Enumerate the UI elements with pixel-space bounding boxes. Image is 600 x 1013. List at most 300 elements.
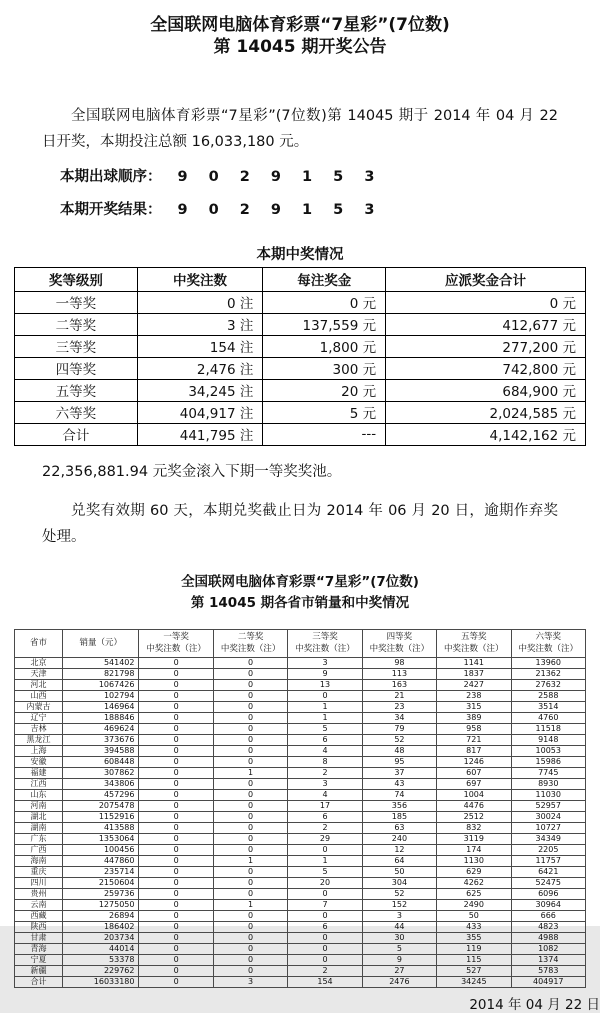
table-cell: 52 [362, 888, 436, 899]
table-cell: 天津 [15, 668, 63, 679]
table-row [15, 701, 586, 712]
table-cell: 48 [362, 745, 436, 756]
table-cell: 辽宁 [15, 712, 63, 723]
table-cell: 404,917 注 [137, 401, 263, 423]
table-cell: 0 [213, 954, 287, 965]
table-cell: 742,800 元 [386, 357, 586, 379]
table-cell: 0 [139, 679, 213, 690]
table-cell: 44014 [62, 943, 139, 954]
table-cell: 404917 [511, 976, 585, 987]
table-cell: 青海 [15, 943, 63, 954]
table-cell: 53378 [62, 954, 139, 965]
table-cell: 29 [288, 833, 362, 844]
table-cell: 0 [139, 954, 213, 965]
table-cell: 0 [139, 712, 213, 723]
table-cell: 102794 [62, 690, 139, 701]
table-cell: 安徽 [15, 756, 63, 767]
table-cell: 8930 [511, 778, 585, 789]
table-row [15, 833, 586, 844]
province-sales-table [14, 629, 586, 988]
table-cell: 5 [288, 866, 362, 877]
table-cell: 3 [362, 910, 436, 921]
table-cell: 3 [213, 976, 287, 987]
table-cell: 0 注 [137, 291, 263, 313]
table-cell: 1082 [511, 943, 585, 954]
table-cell: 119 [437, 943, 511, 954]
table-cell: 湖南 [15, 822, 63, 833]
table-cell: 0 [213, 932, 287, 943]
table-cell: 832 [437, 822, 511, 833]
table-cell: 17 [288, 800, 362, 811]
table-cell: 235714 [62, 866, 139, 877]
table-cell: 541402 [62, 657, 139, 668]
table-cell: 0 [213, 789, 287, 800]
table-row [15, 778, 586, 789]
table-cell: 0 [139, 976, 213, 987]
table-cell: 0 [139, 778, 213, 789]
table-row [15, 800, 586, 811]
table-cell: 6 [288, 811, 362, 822]
table-row [15, 888, 586, 899]
col-header-prize-level: 奖等级别 [15, 267, 138, 291]
table-cell: 8 [288, 756, 362, 767]
table-cell: 0 [139, 888, 213, 899]
table-cell: 625 [437, 888, 511, 899]
table-cell: 11757 [511, 855, 585, 866]
table-cell: 0 [139, 910, 213, 921]
table-cell: 1067426 [62, 679, 139, 690]
header-sublabel: 中奖注数（注） [295, 643, 355, 654]
table-cell: 0 [139, 932, 213, 943]
table-cell: 2 [288, 822, 362, 833]
table-cell: 四川 [15, 877, 63, 888]
table-cell: 0 [213, 866, 287, 877]
table-cell: 1374 [511, 954, 585, 965]
table-cell: 12 [362, 844, 436, 855]
table-cell: 0 [288, 943, 362, 954]
table-cell: 52475 [511, 877, 585, 888]
table-cell: 0 [288, 888, 362, 899]
table-cell: 469624 [62, 723, 139, 734]
table-cell: 四等奖 [15, 357, 138, 379]
table-cell: 陕西 [15, 921, 63, 932]
table-cell: 3514 [511, 701, 585, 712]
table-cell: 山西 [15, 690, 63, 701]
draw-result-label: 本期开奖结果： [60, 202, 162, 219]
table-row [15, 357, 586, 379]
table-cell: 13 [288, 679, 362, 690]
table-cell: 1837 [437, 668, 511, 679]
table-cell: 1 [213, 855, 287, 866]
table-header-row [15, 267, 586, 291]
table-cell: 0 [213, 701, 287, 712]
table-row [15, 965, 586, 976]
table-row [15, 899, 586, 910]
table-cell: 44 [362, 921, 436, 932]
table-row [15, 789, 586, 800]
table-cell: 9 [288, 668, 362, 679]
table-cell: 福建 [15, 767, 63, 778]
prize-summary-table [14, 267, 586, 446]
table-cell: 1130 [437, 855, 511, 866]
col-header-sales: 销量（元） [62, 630, 139, 658]
table-row [15, 690, 586, 701]
table-row [15, 877, 586, 888]
table-cell: 315 [437, 701, 511, 712]
draw-result-digits: 9 0 2 9 1 5 3 [177, 202, 383, 219]
table-cell: 海南 [15, 855, 63, 866]
table-cell: 0 [139, 723, 213, 734]
table-cell: 4760 [511, 712, 585, 723]
table-cell: 7 [288, 899, 362, 910]
table-cell: 304 [362, 877, 436, 888]
table-cell: 98 [362, 657, 436, 668]
table-row [15, 679, 586, 690]
table-cell: 0 [213, 668, 287, 679]
table-cell: 300 元 [263, 357, 386, 379]
header-sublabel: 中奖注数（注） [146, 643, 206, 654]
table-cell: 30 [362, 932, 436, 943]
table-cell: 合计 [15, 976, 63, 987]
table-cell: 607 [437, 767, 511, 778]
table-cell: 0 元 [263, 291, 386, 313]
table-cell: 4,142,162 元 [386, 423, 586, 445]
prize-table-title: 本期中奖情况 [256, 246, 344, 263]
table-cell: 新疆 [15, 965, 63, 976]
table-cell: 229762 [62, 965, 139, 976]
table-cell: 11518 [511, 723, 585, 734]
header-label: 三等奖 [312, 632, 338, 643]
table-cell: 26894 [62, 910, 139, 921]
col-header-prize1 [139, 630, 213, 658]
table-cell: 697 [437, 778, 511, 789]
table-cell: 433 [437, 921, 511, 932]
table-cell: 50 [362, 866, 436, 877]
table-row [15, 811, 586, 822]
table-cell: 0 [139, 965, 213, 976]
table-row [15, 668, 586, 679]
table-cell: 20 元 [263, 379, 386, 401]
table-row [15, 943, 586, 954]
table-cell: 413588 [62, 822, 139, 833]
table-cell: 广西 [15, 844, 63, 855]
table-cell: 74 [362, 789, 436, 800]
table-cell: 154 注 [137, 335, 263, 357]
table-cell: 0 [288, 844, 362, 855]
table-cell: 4 [288, 745, 362, 756]
table-cell: 0 [139, 822, 213, 833]
table-cell: 684,900 元 [386, 379, 586, 401]
table-cell: 0 [139, 921, 213, 932]
table-cell: 2205 [511, 844, 585, 855]
table-cell: 37 [362, 767, 436, 778]
table-cell: 重庆 [15, 866, 63, 877]
table-cell: 0 [139, 690, 213, 701]
table-cell: 0 [213, 723, 287, 734]
table-cell: 0 [213, 811, 287, 822]
table-cell: 64 [362, 855, 436, 866]
table-cell: 4476 [437, 800, 511, 811]
table-row [15, 657, 586, 668]
table-cell: 21362 [511, 668, 585, 679]
table-cell: 52957 [511, 800, 585, 811]
table-cell: 山东 [15, 789, 63, 800]
table-cell: 云南 [15, 899, 63, 910]
table-cell: 5 [288, 723, 362, 734]
table-cell: 2427 [437, 679, 511, 690]
table-cell: 27 [362, 965, 436, 976]
table-cell: 1 [213, 899, 287, 910]
table-cell: 2 [288, 767, 362, 778]
table-cell: 9148 [511, 734, 585, 745]
table-cell: 宁夏 [15, 954, 63, 965]
table-cell: 343806 [62, 778, 139, 789]
table-cell: 6421 [511, 866, 585, 877]
table-row [15, 723, 586, 734]
table-cell: 307862 [62, 767, 139, 778]
table-cell: 0 [139, 844, 213, 855]
table-cell: 185 [362, 811, 436, 822]
table-cell: 0 [213, 657, 287, 668]
table-cell: 115 [437, 954, 511, 965]
table-cell: 0 [213, 965, 287, 976]
table-cell: 821798 [62, 668, 139, 679]
table-cell: 黑龙江 [15, 734, 63, 745]
table-cell: 0 [139, 789, 213, 800]
table-cell: 0 [213, 800, 287, 811]
table-cell: 23 [362, 701, 436, 712]
table-cell: 203734 [62, 932, 139, 943]
table-row [15, 379, 586, 401]
col-header-prize2 [213, 630, 287, 658]
page-title-line1: 全国联网电脑体育彩票“7星彩”(7位数) [150, 15, 450, 35]
table-cell: 277,200 元 [386, 335, 586, 357]
table-cell: 0 [288, 932, 362, 943]
table-cell: 389 [437, 712, 511, 723]
table-cell: 441,795 注 [137, 423, 263, 445]
table-cell: 0 [213, 822, 287, 833]
table-cell: 188846 [62, 712, 139, 723]
table-cell: 20 [288, 877, 362, 888]
table-cell: 0 [213, 877, 287, 888]
table-row [15, 291, 586, 313]
table-cell: 2 [288, 965, 362, 976]
table-header-row [15, 630, 586, 658]
table-cell: 1246 [437, 756, 511, 767]
table-cell: 河北 [15, 679, 63, 690]
table-cell: 43 [362, 778, 436, 789]
header-label: 五等奖 [461, 632, 487, 643]
draw-order-line [60, 165, 586, 190]
table-cell: 0 [139, 767, 213, 778]
header-sublabel: 中奖注数（注） [220, 643, 281, 654]
table-cell: 3 [288, 778, 362, 789]
table-cell: 0 [139, 855, 213, 866]
table-cell: 0 [288, 954, 362, 965]
table-cell: 240 [362, 833, 436, 844]
table-cell: 贵州 [15, 888, 63, 899]
table-cell: 50 [437, 910, 511, 921]
table-cell: 合计 [15, 423, 138, 445]
table-cell: 0 [139, 877, 213, 888]
table-cell: 2075478 [62, 800, 139, 811]
table-cell: 163 [362, 679, 436, 690]
table-cell: 2,024,585 元 [386, 401, 586, 423]
table-cell: 34,245 注 [137, 379, 263, 401]
table-cell: 6096 [511, 888, 585, 899]
table-cell: 146964 [62, 701, 139, 712]
table-cell: 0 [213, 756, 287, 767]
table-cell: 30964 [511, 899, 585, 910]
table-cell: 817 [437, 745, 511, 756]
table-row [15, 844, 586, 855]
table-cell: 0 [139, 943, 213, 954]
page-title [14, 14, 586, 59]
table-cell: 15986 [511, 756, 585, 767]
table-cell: 34 [362, 712, 436, 723]
table-cell: 0 [213, 778, 287, 789]
table-row [15, 822, 586, 833]
table-cell: 0 [139, 833, 213, 844]
table-cell: 西藏 [15, 910, 63, 921]
table-cell: 广东 [15, 833, 63, 844]
table-cell: 11030 [511, 789, 585, 800]
table-cell: 52 [362, 734, 436, 745]
table-cell: 2490 [437, 899, 511, 910]
table-cell: 0 [139, 701, 213, 712]
province-table-title [14, 572, 586, 614]
table-cell: 1 [213, 767, 287, 778]
table-cell: 186402 [62, 921, 139, 932]
table-cell: 0 [213, 833, 287, 844]
draw-order-digits: 9 0 2 9 1 5 3 [177, 168, 383, 185]
table-cell: 666 [511, 910, 585, 921]
table-cell: 355 [437, 932, 511, 943]
table-cell: 21 [362, 690, 436, 701]
table-cell: 95 [362, 756, 436, 767]
table-cell: 江西 [15, 778, 63, 789]
table-cell: 1353064 [62, 833, 139, 844]
table-cell: 412,677 元 [386, 313, 586, 335]
table-cell: 4262 [437, 877, 511, 888]
table-cell: 三等奖 [15, 335, 138, 357]
table-cell: 内蒙古 [15, 701, 63, 712]
table-cell: 6 [288, 921, 362, 932]
table-cell: 5 元 [263, 401, 386, 423]
table-cell: 北京 [15, 657, 63, 668]
header-sublabel: 中奖注数（注） [369, 643, 430, 654]
table-cell: 河南 [15, 800, 63, 811]
table-row [15, 313, 586, 335]
table-row [15, 401, 586, 423]
table-cell: 3119 [437, 833, 511, 844]
table-cell: 174 [437, 844, 511, 855]
table-cell: 3 [288, 657, 362, 668]
table-cell: 238 [437, 690, 511, 701]
table-cell: 34245 [437, 976, 511, 987]
table-cell: 0 [213, 745, 287, 756]
table-cell: 0 元 [386, 291, 586, 313]
table-cell: 0 [288, 910, 362, 921]
table-cell: 上海 [15, 745, 63, 756]
province-table-title-line2: 第 14045 期各省市销量和中奖情况 [190, 595, 410, 612]
header-label: 四等奖 [386, 632, 413, 643]
table-row [15, 767, 586, 778]
table-cell: 4988 [511, 932, 585, 943]
table-cell: 373676 [62, 734, 139, 745]
table-cell: 0 [139, 811, 213, 822]
table-cell: 0 [139, 745, 213, 756]
draw-result-line [60, 198, 586, 223]
table-cell: 457296 [62, 789, 139, 800]
table-cell: 30024 [511, 811, 585, 822]
table-cell: 湖北 [15, 811, 63, 822]
table-cell: --- [263, 423, 386, 445]
rollover-note: 22,356,881.94 元奖金滚入下期一等奖奖池。 [42, 463, 342, 480]
table-cell: 608448 [62, 756, 139, 767]
table-row [15, 954, 586, 965]
col-header-prize3 [288, 630, 362, 658]
table-cell: 5783 [511, 965, 585, 976]
table-cell: 0 [139, 800, 213, 811]
page-title-line2: 第 14045 期开奖公告 [213, 37, 387, 58]
table-cell: 79 [362, 723, 436, 734]
col-header-prize6 [511, 630, 585, 658]
table-cell: 0 [213, 734, 287, 745]
col-header-province: 省市 [15, 630, 63, 658]
table-cell: 2,476 注 [137, 357, 263, 379]
table-cell: 13960 [511, 657, 585, 668]
table-row [15, 734, 586, 745]
table-cell: 0 [213, 844, 287, 855]
table-row [15, 423, 586, 445]
table-row [15, 335, 586, 357]
table-cell: 吉林 [15, 723, 63, 734]
table-cell: 二等奖 [15, 313, 138, 335]
table-cell: 0 [139, 866, 213, 877]
table-cell: 1 [288, 855, 362, 866]
issue-date: 2014 年 04 月 22 日 [469, 996, 600, 1013]
table-cell: 394588 [62, 745, 139, 756]
table-cell: 6 [288, 734, 362, 745]
table-cell: 4823 [511, 921, 585, 932]
table-cell: 0 [288, 690, 362, 701]
table-cell: 1141 [437, 657, 511, 668]
table-row [15, 921, 586, 932]
table-cell: 0 [213, 690, 287, 701]
table-cell: 137,559 元 [263, 313, 386, 335]
table-cell: 4 [288, 789, 362, 800]
table-cell: 1,800 元 [263, 335, 386, 357]
table-cell: 一等奖 [15, 291, 138, 313]
table-cell: 0 [213, 712, 287, 723]
col-header-prize-per-bet: 每注奖金 [263, 267, 386, 291]
table-cell: 0 [213, 888, 287, 899]
table-cell: 0 [213, 921, 287, 932]
table-cell: 527 [437, 965, 511, 976]
table-cell: 0 [139, 734, 213, 745]
table-cell: 1004 [437, 789, 511, 800]
table-cell: 1 [288, 701, 362, 712]
table-row [15, 910, 586, 921]
table-cell: 0 [139, 668, 213, 679]
col-header-prize5 [437, 630, 511, 658]
table-cell: 113 [362, 668, 436, 679]
table-cell: 0 [213, 679, 287, 690]
table-cell: 27632 [511, 679, 585, 690]
table-row [15, 745, 586, 756]
table-cell: 152 [362, 899, 436, 910]
